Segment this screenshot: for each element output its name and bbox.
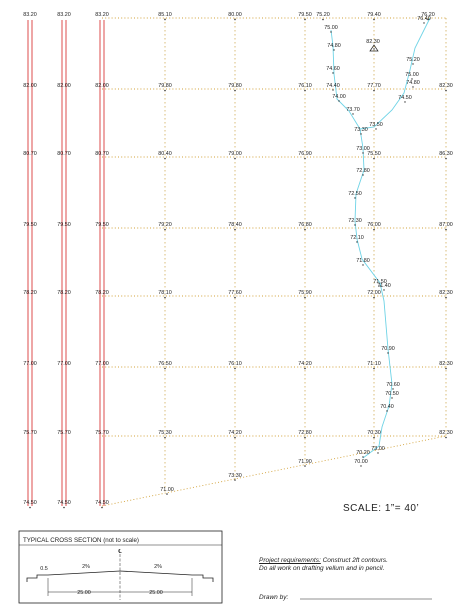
grid-spot-dot xyxy=(445,158,447,160)
grid-spot-dot xyxy=(304,19,306,21)
slope-spot-label: 73.30 xyxy=(228,473,242,479)
grid-spot-dot xyxy=(304,437,306,439)
channel-spot-label: 72.80 xyxy=(356,168,370,174)
channel-spot-dot xyxy=(387,352,388,353)
channel-spot-label: 74.80 xyxy=(327,43,341,49)
grid-spot-dot xyxy=(101,507,103,509)
spot-elevation-label: 75.70 xyxy=(57,430,71,436)
spot-elevation-label: 74.50 xyxy=(57,500,71,506)
spot-elevation-label: 80.40 xyxy=(158,151,172,157)
channel-spot-dot xyxy=(356,241,357,242)
channel-spot-label: 74.80 xyxy=(406,80,420,86)
channel-spot-label: 71.80 xyxy=(356,258,370,264)
spot-elevation-label: 82.30 xyxy=(439,430,453,436)
spot-elevation-label: 83.20 xyxy=(95,12,109,18)
channel-spot-dot xyxy=(375,128,376,129)
grid-spot-dot xyxy=(445,229,447,231)
grid-spot-dot xyxy=(164,90,166,92)
channel-spot-label: 70.00 xyxy=(354,459,368,465)
channel-spot-dot xyxy=(391,397,392,398)
channel-spot-dot xyxy=(386,410,387,411)
grid-spot-dot xyxy=(304,90,306,92)
channel-spot-label: 75.20 xyxy=(406,57,420,63)
spot-elevation-label: 82.00 xyxy=(57,83,71,89)
spot-elevation-label: 83.20 xyxy=(57,12,71,18)
channel-spot-label: 74.50 xyxy=(398,95,412,101)
spot-elevation-label: 79.50 xyxy=(95,222,109,228)
grid-spot-dot xyxy=(164,297,166,299)
spot-elevation-label: 87.00 xyxy=(439,222,453,228)
channel-spot-dot xyxy=(423,22,424,23)
spot-elevation-label: 78.20 xyxy=(95,290,109,296)
channel-spot-dot xyxy=(377,452,378,453)
spot-elevation-label: 77.00 xyxy=(23,361,37,367)
channel-spot-label: 75.00 xyxy=(324,25,338,31)
grid-spot-dot xyxy=(304,368,306,370)
grid-spot-dot xyxy=(164,368,166,370)
channel-spot-label: 73.70 xyxy=(346,107,360,113)
grid-spot-dot xyxy=(322,19,324,21)
grid-spot-dot xyxy=(304,297,306,299)
channel-spot-label: 73.00 xyxy=(356,146,370,152)
spot-elevation-label: 76.90 xyxy=(298,151,312,157)
grid-spot-dot xyxy=(304,158,306,160)
spot-elevation-label: 74.20 xyxy=(228,430,242,436)
grid-spot-dot xyxy=(445,297,447,299)
channel-spot-label: 70.90 xyxy=(381,346,395,352)
requirements-text-1: Construct 2ft contours. xyxy=(320,557,388,564)
grid-spot-dot xyxy=(373,19,375,21)
spot-elevation-label: 79.40 xyxy=(367,12,381,18)
scale-label: SCALE: 1”= 40’ xyxy=(343,503,420,514)
grid-spot-dot xyxy=(445,437,447,439)
grid-spot-dot xyxy=(373,158,375,160)
channel-spot-label: 71.40 xyxy=(377,283,391,289)
grid-spot-dot xyxy=(29,507,31,509)
channel-spot-dot xyxy=(332,89,333,90)
project-requirements-line1 xyxy=(259,557,388,564)
channel-spot-dot xyxy=(360,133,361,134)
spot-elevation-label: 83.20 xyxy=(23,12,37,18)
drawn-by-label: Drawn by: xyxy=(259,594,289,601)
channel-spot-dot xyxy=(333,49,334,50)
channel-spot-label: 73.50 xyxy=(369,122,383,128)
slope-spot-label: 71.00 xyxy=(160,487,174,493)
grid-spot-dot xyxy=(234,437,236,439)
spot-elevation-label: 70.30 xyxy=(367,430,381,436)
channel-spot-label: 72.50 xyxy=(348,191,362,197)
spot-elevation-label: 79.50 xyxy=(23,222,37,228)
grid-bottom-slope-line xyxy=(102,436,446,506)
grid-spot-dot xyxy=(234,19,236,21)
channel-spot-dot xyxy=(360,465,361,466)
grid-spot-dot xyxy=(373,229,375,231)
grid-spot-dot xyxy=(373,297,375,299)
channel-spot-dot xyxy=(354,197,355,198)
channel-spot-label: 76.40 xyxy=(417,16,431,22)
spot-elevation-label: 79.80 xyxy=(228,83,242,89)
channel-spot-dot xyxy=(362,264,363,265)
stream-channel-branch xyxy=(360,18,430,129)
centerline-symbol: ℄ xyxy=(118,549,122,555)
spot-elevation-label: 82.00 xyxy=(95,83,109,89)
channel-spot-dot xyxy=(352,113,353,114)
channel-spot-label: 70.20 xyxy=(356,450,370,456)
channel-spot-dot xyxy=(383,289,384,290)
spot-elevation-label: 78.20 xyxy=(57,290,71,296)
spot-elevation-label: 82.00 xyxy=(23,83,37,89)
channel-spot-label: 72.30 xyxy=(348,218,362,224)
spot-elevation-label: 75.70 xyxy=(23,430,37,436)
spot-elevation-label: 77.70 xyxy=(367,83,381,89)
benchmark-elevation-label: 82.30 xyxy=(366,39,380,45)
grid-spot-dot xyxy=(373,437,375,439)
channel-spot-label: 70.40 xyxy=(380,404,394,410)
channel-spot-label: 74.40 xyxy=(326,83,340,89)
slope-left-label: 2% xyxy=(82,564,90,570)
spot-elevation-label: 80.70 xyxy=(23,151,37,157)
spot-elevation-label: 77.00 xyxy=(57,361,71,367)
grid-spot-dot xyxy=(373,368,375,370)
spot-elevation-label: 76.20 xyxy=(421,12,435,18)
channel-spot-dot xyxy=(362,152,363,153)
spot-elevation-label: 76.50 xyxy=(158,361,172,367)
channel-spot-dot xyxy=(362,174,363,175)
grid-spot-dot xyxy=(234,158,236,160)
dimension-right-label: 25.00 xyxy=(149,590,163,596)
grid-spot-dot xyxy=(234,90,236,92)
grid-spot-dot xyxy=(63,507,65,509)
spot-elevation-label: 78.20 xyxy=(23,290,37,296)
spot-elevation-label: 76.80 xyxy=(298,222,312,228)
spot-elevation-label: 82.30 xyxy=(439,290,453,296)
channel-spot-label: 70.60 xyxy=(386,382,400,388)
spot-elevation-label: 72.00 xyxy=(367,290,381,296)
channel-spot-dot xyxy=(354,224,355,225)
spot-elevation-label: 75.50 xyxy=(367,151,381,157)
slope-right-label: 2% xyxy=(154,564,162,570)
channel-spot-dot xyxy=(362,456,363,457)
cross-section-title: TYPICAL CROSS SECTION (not to scale) xyxy=(23,537,139,544)
spot-elevation-label: 77.60 xyxy=(228,290,242,296)
slope-spot-label: 71.90 xyxy=(298,459,312,465)
spot-elevation-label: 74.50 xyxy=(95,500,109,506)
spot-elevation-label: 82.30 xyxy=(439,361,453,367)
spot-elevation-label: 80.70 xyxy=(95,151,109,157)
channel-spot-dot xyxy=(412,63,413,64)
channel-spot-dot xyxy=(392,388,393,389)
shoulder-dimension-label: 0.5 xyxy=(40,566,48,572)
grid-spot-dot xyxy=(445,90,447,92)
grid-spot-dot xyxy=(234,368,236,370)
spot-elevation-label: 82.30 xyxy=(439,83,453,89)
spot-elevation-label: 72.80 xyxy=(298,430,312,436)
spot-elevation-label: 79.80 xyxy=(158,83,172,89)
spot-elevation-label: 78.10 xyxy=(158,290,172,296)
spot-elevation-label: 75.70 xyxy=(95,430,109,436)
spot-elevation-label: 79.20 xyxy=(158,222,172,228)
project-requirements-line2: Do all work on drafting vellum and in pencil. xyxy=(259,565,385,572)
spot-elevation-label: 80.70 xyxy=(57,151,71,157)
spot-elevation-label: 80.00 xyxy=(228,12,242,18)
channel-spot-dot xyxy=(404,101,405,102)
benchmark-dot xyxy=(373,48,374,49)
channel-spot-dot xyxy=(338,100,339,101)
spot-elevation-label: 85.10 xyxy=(158,12,172,18)
spot-elevation-label: 76.00 xyxy=(367,222,381,228)
grid-spot-dot xyxy=(164,19,166,21)
spot-elevation-label: 74.20 xyxy=(298,361,312,367)
channel-spot-label: 74.60 xyxy=(326,66,340,72)
grid-spot-dot xyxy=(164,437,166,439)
grid-spot-dot xyxy=(373,90,375,92)
channel-spot-dot xyxy=(330,31,331,32)
spot-elevation-label: 76.10 xyxy=(228,361,242,367)
channel-spot-label: 71.50 xyxy=(373,279,387,285)
spot-elevation-label: 79.00 xyxy=(228,151,242,157)
spot-elevation-label: 79.50 xyxy=(298,12,312,18)
spot-elevation-label: 75.20 xyxy=(316,12,330,18)
spot-elevation-label: 75.90 xyxy=(298,290,312,296)
spot-elevation-label: 86.30 xyxy=(439,151,453,157)
grid-spot-dot xyxy=(234,229,236,231)
grid-spot-dot xyxy=(234,297,236,299)
slope-spot-dot xyxy=(166,493,168,495)
spot-elevation-label: 75.30 xyxy=(158,430,172,436)
channel-spot-label: 73.30 xyxy=(354,127,368,133)
spot-elevation-label: 79.50 xyxy=(57,222,71,228)
spot-elevation-label: 78.40 xyxy=(228,222,242,228)
channel-spot-label: 70.50 xyxy=(385,391,399,397)
grid-spot-dot xyxy=(164,229,166,231)
spot-elevation-label: 76.10 xyxy=(298,83,312,89)
channel-spot-label: 72.10 xyxy=(350,235,364,241)
spot-elevation-label: 77.00 xyxy=(95,361,109,367)
grid-spot-dot xyxy=(164,158,166,160)
channel-spot-label: 74.00 xyxy=(332,94,346,100)
dimension-left-label: 25.00 xyxy=(77,590,91,596)
channel-spot-dot xyxy=(332,72,333,73)
channel-spot-dot xyxy=(412,86,413,87)
spot-elevation-label: 74.50 xyxy=(23,500,37,506)
slope-spot-dot xyxy=(304,465,306,467)
channel-spot-label: 75.00 xyxy=(405,72,419,78)
channel-spot-label: 73.00 xyxy=(371,446,385,452)
grid-spot-dot xyxy=(445,368,447,370)
spot-elevation-label: 71.10 xyxy=(367,361,381,367)
slope-spot-dot xyxy=(234,479,236,481)
grid-spot-dot xyxy=(304,229,306,231)
requirements-heading: Project requirements: xyxy=(259,557,321,564)
